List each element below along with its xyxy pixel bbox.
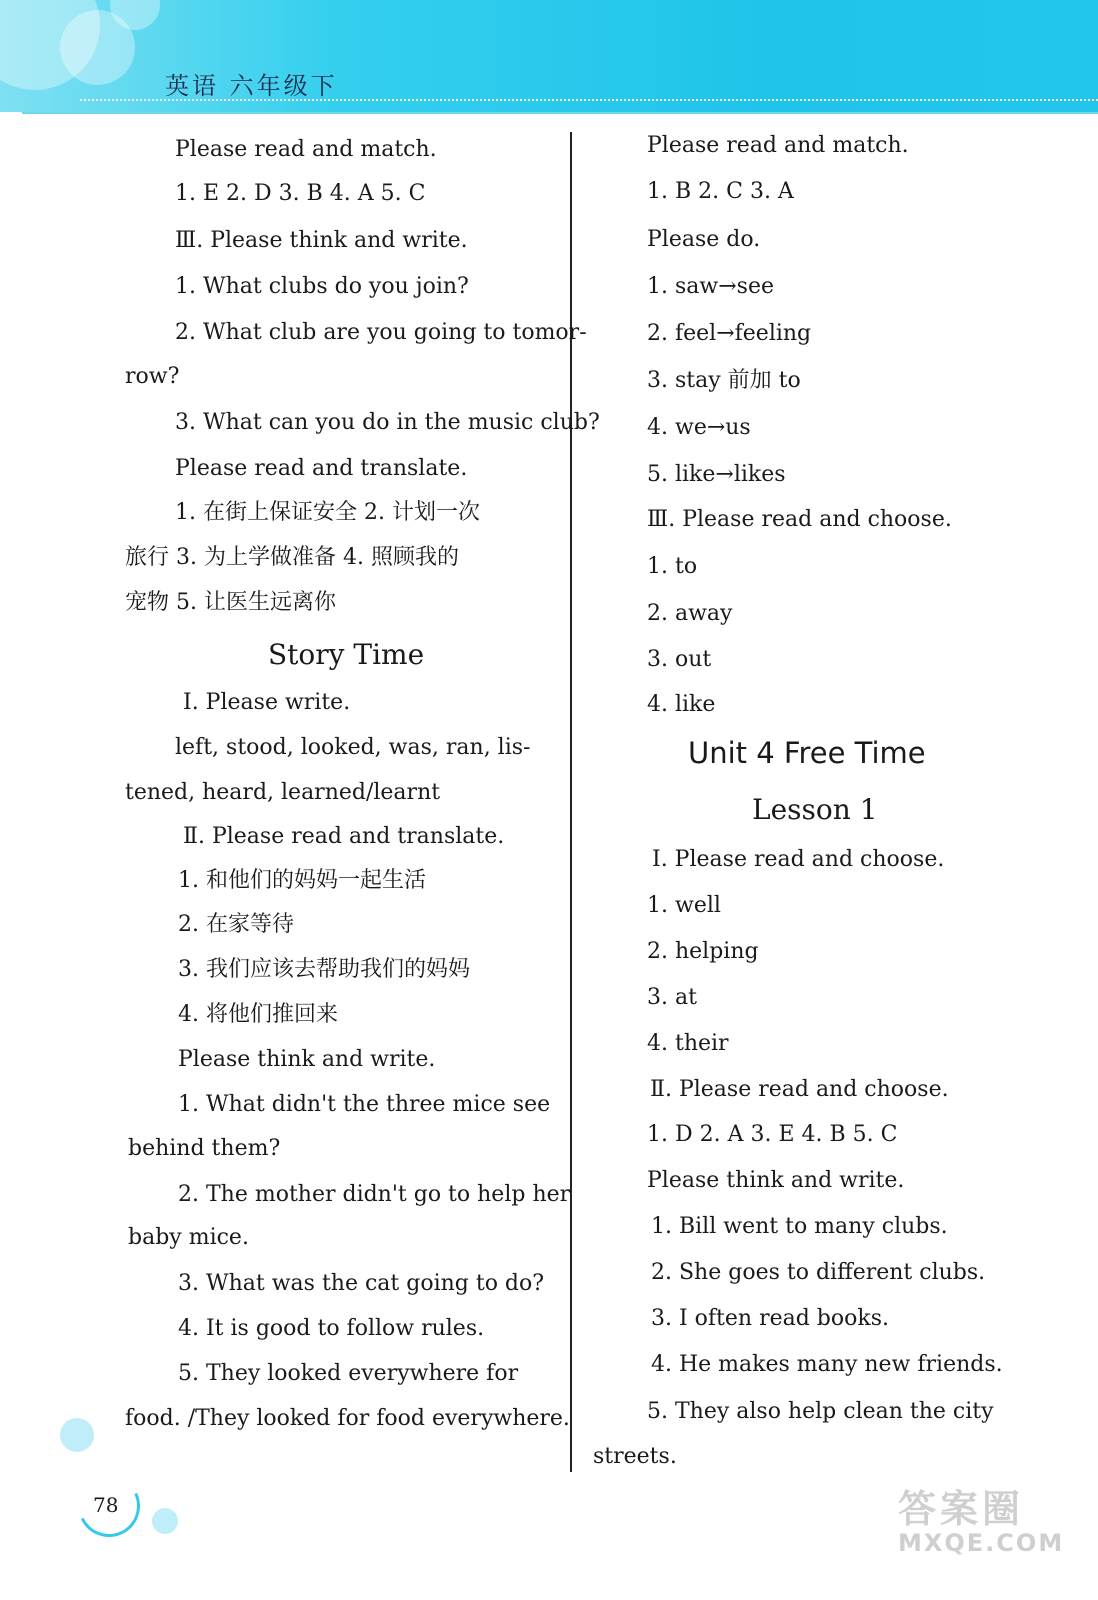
text-line: 3. 我们应该去帮助我们的妈妈 xyxy=(178,957,470,982)
text-line: Please think and write. xyxy=(647,1168,905,1193)
watermark-text: 答案圈 xyxy=(898,1487,1025,1531)
text-line: Please read and match. xyxy=(647,133,909,158)
book-title: 英语 六年级下 xyxy=(165,72,338,100)
text-line: 2. What club are you going to tomor- xyxy=(175,320,587,345)
page-header xyxy=(0,0,1098,112)
text-line: 1. What clubs do you join? xyxy=(175,274,469,299)
text-line: 1. 和他们的妈妈一起生活 xyxy=(178,868,426,893)
text-line: 4. It is good to follow rules. xyxy=(178,1316,485,1341)
text-line: 3. What can you do in the music club? xyxy=(175,410,600,435)
text-line: 4. 将他们推回来 xyxy=(178,1002,338,1027)
section-heading: Story Time xyxy=(268,638,425,671)
decorative-circle xyxy=(60,1418,94,1452)
text-line: 1. saw→see xyxy=(647,274,774,299)
text-line: 宠物 5. 让医生远离你 xyxy=(125,590,336,615)
text-line: 2. helping xyxy=(647,939,759,964)
text-line: Please read and match. xyxy=(175,137,437,162)
text-line: 旅行 3. 为上学做准备 4. 照顾我的 xyxy=(125,545,459,570)
text-line: 4. like xyxy=(647,692,716,717)
text-line: tened, heard, learned/learnt xyxy=(125,780,441,805)
text-line: Please do. xyxy=(647,227,761,252)
text-line: Ⅰ. Please write. xyxy=(183,690,351,715)
header-underline xyxy=(22,112,1098,114)
text-line: food. /They looked for food everywhere. xyxy=(125,1406,570,1431)
text-line: 2. away xyxy=(647,601,733,626)
text-line: Please think and write. xyxy=(178,1047,436,1072)
text-line: behind them? xyxy=(128,1136,281,1161)
text-line: 2. She goes to different clubs. xyxy=(651,1260,986,1285)
text-line: 1. to xyxy=(647,554,698,579)
text-line: 5. They also help clean the city xyxy=(647,1399,994,1424)
watermark-logo xyxy=(898,1478,1064,1557)
text-line: 1. D 2. A 3. E 4. B 5. C xyxy=(647,1122,898,1147)
text-line: 5. like→likes xyxy=(647,462,786,487)
header-dotted-line xyxy=(80,99,1098,101)
section-heading: Unit 4 Free Time xyxy=(688,736,926,770)
text-line: 1. E 2. D 3. B 4. A 5. C xyxy=(175,181,426,206)
text-line: left, stood, looked, was, ran, lis- xyxy=(175,735,531,760)
page-number: 78 xyxy=(93,1493,119,1517)
text-line: 1. B 2. C 3. A xyxy=(647,179,794,204)
text-line: 3. at xyxy=(647,985,697,1010)
text-line: Please read and translate. xyxy=(175,456,468,481)
text-line: Ⅱ. Please read and translate. xyxy=(183,824,505,849)
text-line: 4. He makes many new friends. xyxy=(651,1352,1003,1377)
section-heading: Lesson 1 xyxy=(752,793,878,826)
text-line: row? xyxy=(125,364,180,389)
text-line: 2. 在家等待 xyxy=(178,912,294,937)
text-line: Ⅲ. Please think and write. xyxy=(175,228,468,253)
text-line: 1. What didn't the three mice see xyxy=(178,1092,551,1117)
text-line: Ⅰ. Please read and choose. xyxy=(652,847,945,872)
text-line: Ⅱ. Please read and choose. xyxy=(650,1077,949,1102)
watermark-url: MXQE.COM xyxy=(898,1529,1065,1557)
text-line: 3. What was the cat going to do? xyxy=(178,1271,545,1296)
decorative-circle xyxy=(152,1508,178,1534)
text-line: 5. They looked everywhere for xyxy=(178,1361,519,1386)
text-line: 3. stay 前加 to xyxy=(647,368,801,393)
text-line: 4. we→us xyxy=(647,415,751,440)
text-line: 4. their xyxy=(647,1031,729,1056)
text-line: baby mice. xyxy=(128,1225,249,1250)
text-line: 3. I often read books. xyxy=(651,1306,889,1331)
text-line: 1. Bill went to many clubs. xyxy=(651,1214,948,1239)
text-line: Ⅲ. Please read and choose. xyxy=(647,507,952,532)
text-line: 2. feel→feeling xyxy=(647,321,812,346)
text-line: streets. xyxy=(593,1444,677,1469)
text-line: 1. 在街上保证安全 2. 计划一次 xyxy=(175,500,480,525)
text-line: 3. out xyxy=(647,647,712,672)
text-line: 1. well xyxy=(647,893,721,918)
text-line: 2. The mother didn't go to help her xyxy=(178,1182,571,1207)
